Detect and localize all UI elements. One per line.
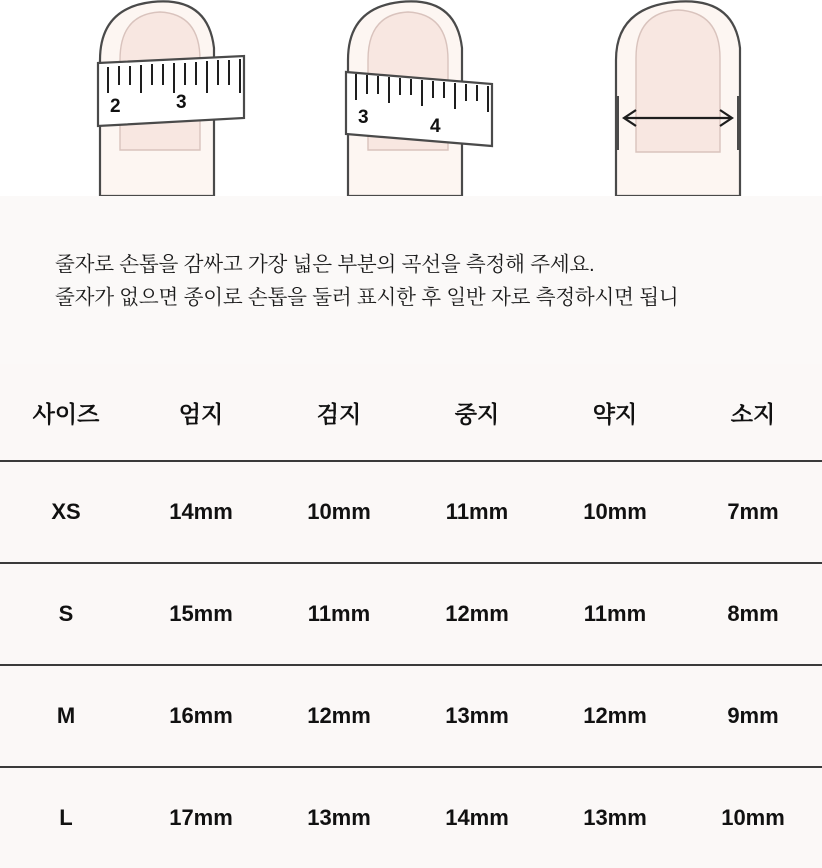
cell-m-ring: 12mm — [546, 665, 684, 767]
cell-s-thumb: 15mm — [132, 563, 270, 665]
illustration-band — [0, 0, 822, 196]
table-row — [0, 563, 822, 665]
cell-s-ring: 11mm — [546, 563, 684, 665]
instruction-line-1: 줄자로 손톱을 감싸고 가장 넓은 부분의 곡선을 측정해 주세요. — [55, 253, 595, 276]
cell-xs-thumb: 14mm — [132, 461, 270, 563]
svg-text:3: 3 — [358, 107, 369, 128]
cell-xs-index: 10mm — [270, 461, 408, 563]
cell-s-pinky: 8mm — [684, 563, 822, 665]
table-row — [0, 665, 822, 767]
table-header-row — [0, 364, 822, 461]
table-row — [0, 461, 822, 563]
svg-text:2: 2 — [110, 96, 121, 117]
row-label-s: S — [0, 563, 132, 665]
illustration-fingernail-width-arrow — [556, 0, 822, 196]
cell-s-index: 11mm — [270, 563, 408, 665]
column-header-pinky: 소지 — [684, 364, 822, 461]
illustration-fingernail-measure-tape-1 — [0, 0, 266, 196]
svg-text:4: 4 — [430, 116, 441, 137]
cell-l-ring: 13mm — [583, 805, 647, 830]
cell-l-index: 13mm — [307, 805, 371, 830]
instructions-block — [0, 196, 822, 364]
size-table — [0, 364, 822, 868]
cell-l-pinky: 10mm — [721, 805, 785, 830]
column-header-thumb: 엄지 — [132, 364, 270, 461]
column-header-middle: 중지 — [408, 364, 546, 461]
instruction-line-2: 줄자가 없으면 종이로 손톱을 둘러 표시한 후 일반 자로 측정하시면 됩니 — [55, 286, 679, 309]
cell-xs-middle: 11mm — [408, 461, 546, 563]
size-table-header — [0, 364, 822, 461]
column-header-ring: 약지 — [546, 364, 684, 461]
cell-m-thumb: 16mm — [132, 665, 270, 767]
row-label-m: M — [0, 665, 132, 767]
table-row — [0, 767, 822, 868]
cell-s-middle: 12mm — [408, 563, 546, 665]
row-label-l: L — [59, 805, 73, 830]
row-label-xs: XS — [0, 461, 132, 563]
cell-l-middle: 14mm — [445, 805, 509, 830]
column-header-index: 검지 — [270, 364, 408, 461]
svg-text:3: 3 — [176, 92, 187, 113]
illustration-divider-2 — [544, 0, 556, 196]
size-table-body — [0, 461, 822, 868]
cell-xs-pinky: 7mm — [684, 461, 822, 563]
cell-m-middle: 13mm — [408, 665, 546, 767]
cell-l-thumb: 17mm — [169, 805, 233, 830]
illustration-fingernail-measure-tape-2 — [278, 0, 544, 196]
cell-m-pinky: 9mm — [684, 665, 822, 767]
illustration-divider-1 — [266, 0, 278, 196]
column-header-size: 사이즈 — [0, 364, 132, 461]
cell-xs-ring: 10mm — [546, 461, 684, 563]
cell-m-index: 12mm — [270, 665, 408, 767]
size-table-wrapper — [0, 364, 822, 868]
